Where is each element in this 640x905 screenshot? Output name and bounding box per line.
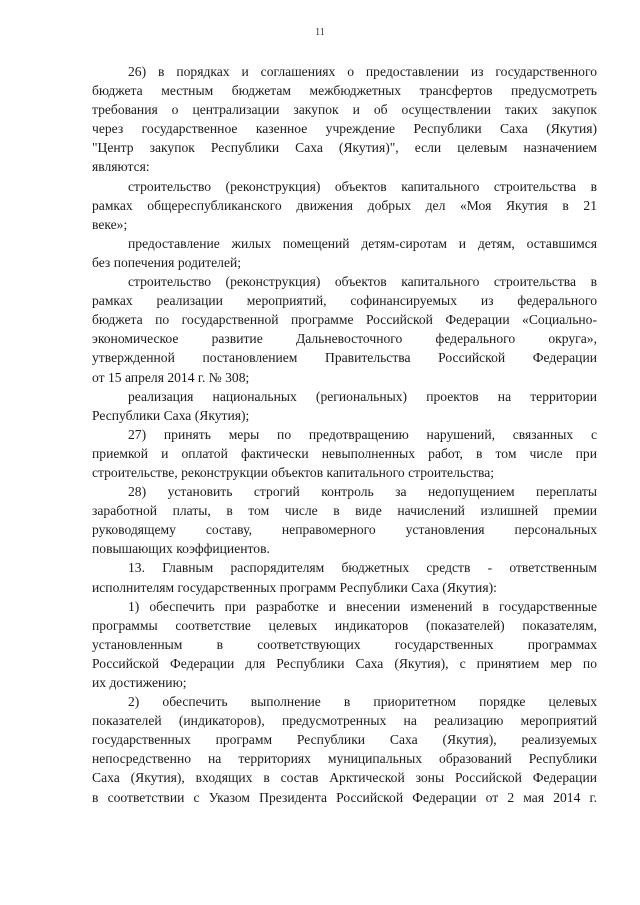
text-line: от 15 апреля 2014 г. № 308; [92,369,250,385]
text-line: 28) установить строгий контроль за недопущением переплаты [128,484,597,500]
text-line: бюджета местным бюджетам межбюджетных трансфертов предусмотреть [92,83,597,99]
paragraph-27 [92,425,597,482]
list-item [92,234,597,272]
text-line: утвержденной постановлением Правительства Российской Федерации [92,350,597,366]
list-item [92,387,597,425]
text-line: строительство (реконструкция) объектов капитального строительства в [128,178,597,194]
text-line: в соответствии с Указом Президента Российской Федерации от 2 мая 2014 г. [92,789,597,805]
paragraph-13 [92,558,597,596]
text-line: Российской Федерации для Республики Саха (Якутия), с принятием мер по [92,655,597,671]
text-line: веке»; [92,216,128,232]
text-line: программы соответствие целевых индикаторов (показателей) показателям, [92,617,597,633]
paragraph-26-b [92,62,597,177]
text-line: предоставление жилых помещений детям-сиротам и детям, оставшимся [128,235,597,251]
text-line: заработной платы, в том числе в виде начислений излишней премии [92,503,597,519]
paragraph-28 [92,482,597,558]
text-line: 27) принять меры по предотвращению нарушений, связанных с [128,426,597,442]
text-line: "Центр закупок Республики Саха (Якутия)", если целевым назначением [92,140,597,156]
list-item [92,177,597,234]
text-line: руководящему составу, неправомерного установления персональных [92,522,597,538]
text-line: установленным в соответствующих государственных программах [92,636,597,652]
text-line: реализация национальных (региональных) проектов на территории [128,388,597,404]
paragraph-13-item-2 [92,692,597,807]
text-line: через государственное казенное учреждение Республики Саха (Якутия) [92,121,597,137]
text-line: рамках реализации мероприятий, софинансируемых из федерального [92,293,597,309]
text-line: повышающих коэффициентов. [92,541,270,557]
list-item [92,272,597,387]
text-line: требования о централизации закупок и об осуществлении таких закупок [92,102,597,118]
text-line: без попечения родителей; [92,254,242,270]
text-line: рамках общереспубликанского движения добрых дел «Моя Якутия в 21 [92,197,597,213]
text-line: Саха (Якутия), входящих в состав Арктической зоны Российской Федерации [92,770,597,786]
page-number: 11 [315,27,325,38]
text-line: являются: [92,159,150,175]
paragraph-13-item-1 [92,597,597,692]
text-line: приемкой и оплатой фактически невыполненных работ, в том числе при [92,445,597,461]
document-body [92,62,597,807]
text-line: 2) обеспечить выполнение в приоритетном порядке целевых [128,694,597,710]
text-line: строительстве, реконструкции объектов капитального строительства; [92,464,495,480]
text-line: непосредственно на территориях муниципальных образований Республики [92,751,597,767]
text-line: 26) в порядках и соглашениях о предоставлении из государственного [128,64,597,79]
text-line: государственных программ Республики Саха (Якутия), реализуемых [92,732,597,748]
text-line: 13. Главным распорядителям бюджетных средств - ответственным [128,560,597,576]
text-line: показателей (индикаторов), предусмотренных на реализацию мероприятий [92,713,597,729]
text-line: 1) обеспечить при разработке и внесении изменений в государственные [128,598,597,614]
text-line: строительство (реконструкция) объектов капитального строительства в [128,274,597,290]
text-line: исполнителям государственных программ Республики Саха (Якутия): [92,579,497,595]
text-line: бюджета по государственной программе Российской Федерации «Социально- [92,312,597,328]
text-line: их достижению; [92,675,187,690]
text-line: Республики Саха (Якутия); [92,407,250,423]
text-line: экономическое развитие Дальневосточного федерального округа», [92,331,597,347]
